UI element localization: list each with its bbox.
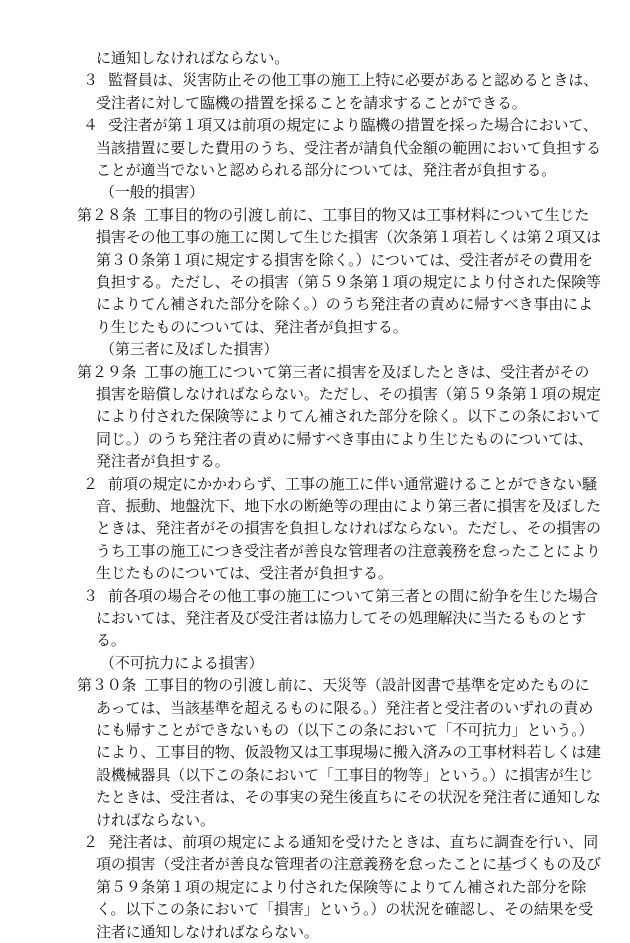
paragraph-text: 音、振動、地盤沈下、地下水の断絶等の理由により第三者に損害を及ぼした — [96, 497, 601, 515]
article-text: により付された保険等によりてん補された部分を除く。以下この条において — [96, 407, 601, 426]
paragraph-text: 発注者は、前項の規定による通知を受けたときは、直ちに調査を行い、同 — [108, 833, 599, 851]
article-line — [0, 674, 630, 696]
paragraph-line — [0, 159, 630, 181]
article-text: 負担する。ただし、その損害（第５９条第１項の規定により付された保険等 — [96, 273, 601, 291]
paragraph-line — [0, 585, 630, 607]
paragraph-line — [0, 47, 630, 69]
section-heading-text: （第三者に及ぼした損害） — [100, 340, 279, 359]
paragraph-text: 注者に通知しなければならない。 — [96, 922, 319, 941]
paragraph-number: ３ — [83, 586, 98, 605]
section-heading — [0, 652, 630, 674]
section-heading — [0, 338, 630, 360]
paragraph-line — [0, 92, 630, 114]
article-line — [0, 741, 630, 763]
paragraph-line — [0, 473, 630, 495]
article-line — [0, 786, 630, 808]
paragraph-line — [0, 898, 630, 920]
article-text: たときは、受注者は、その事実の発生後直ちにその状況を発注者に通知しな — [96, 788, 601, 807]
paragraph-line — [0, 517, 630, 539]
paragraph-text: く。以下この条において「損害」という。）の状況を確認し、その結果を受 — [96, 900, 594, 919]
continuation-text: に通知しなければならない。 — [96, 49, 290, 67]
article-line — [0, 383, 630, 405]
article-line — [0, 719, 630, 741]
article-text: 工事目的物の引渡し前に、天災等（設計図書で基準を定めたものに — [144, 676, 590, 695]
paragraph-text: 前項の規定にかかわらず、工事の施工に伴い通常避けることができない騒 — [108, 474, 597, 493]
article-text: 損害その他工事の施工に関して生じた損害（次条第１項若しくは第２項又は — [96, 228, 601, 247]
article-number: 第３０条 — [77, 676, 137, 695]
article-text: 工事目的物の引渡し前に、工事目的物又は工事材料について生じた — [144, 205, 590, 224]
article-line — [0, 204, 630, 226]
paragraph-line — [0, 69, 630, 91]
paragraph-text: 当該措置に要した費用のうち、受注者が請負代金額の範囲において負担する — [96, 138, 601, 157]
paragraph-text: においては、発注者及び受注者は協力してその処理解決に当たるものとす — [96, 609, 587, 627]
article-text: 損害を賠償しなければならない。ただし、その損害（第５９条第１項の規定 — [96, 385, 601, 403]
paragraph-text: 受注者が第１項又は前項の規定により臨機の措置を採った場合において、 — [108, 116, 598, 135]
paragraph-line — [0, 853, 630, 875]
paragraph-line — [0, 876, 630, 898]
paragraph-line — [0, 495, 630, 517]
paragraph-text: る。 — [96, 631, 126, 650]
paragraph-number: ３ — [83, 71, 98, 90]
paragraph-text: うち工事の施工につき受注者が善良な管理者の注意義務を怠ったことにより — [96, 541, 601, 560]
paragraph-number: ２ — [83, 474, 98, 493]
article-line — [0, 450, 630, 472]
article-text: によりてん補された部分を除く。）のうち発注者の責めに帰すべき事由によ — [96, 295, 593, 314]
paragraph-text: ときは、発注者がその損害を負担しなければならない。ただし、その損害の — [96, 519, 601, 538]
article-text: により、工事目的物、仮設物又は工事現場に搬入済みの工事材料若しくは建 — [96, 743, 601, 762]
paragraph-line — [0, 921, 630, 943]
article-line — [0, 697, 630, 719]
article-text: にも帰すことができないもの（以下この条において「不可抗力」という。） — [96, 721, 594, 739]
paragraph-text: 前各項の場合その他工事の施工について第三者との間に紛争を生じた場合 — [108, 586, 598, 605]
article-text: 設機械器具（以下この条において「工事目的物等」という。）に損害が生じ — [96, 765, 594, 784]
section-heading-text: （一般的損害） — [100, 183, 204, 202]
article-text: あっては、当該基準を超えるものに限る。）発注者と受注者のいずれの責め — [96, 698, 594, 717]
article-text: り生じたものについては、発注者が負担する。 — [96, 317, 408, 336]
article-number: 第２９条 — [77, 362, 137, 381]
paragraph-line — [0, 629, 630, 651]
article-text: 工事の施工について第三者に損害を及ぼしたときは、受注者がその — [144, 362, 590, 381]
article-line — [0, 764, 630, 786]
article-line — [0, 428, 630, 450]
article-text: 発注者が負担する。 — [96, 452, 230, 471]
article-text: 同じ。）のうち発注者の責めに帰すべき事由により生じたものについては、 — [96, 429, 593, 448]
article-line — [0, 226, 630, 248]
article-text: 第３０条第１項に規定する損害を除く。）については、受注者がその費用を — [96, 250, 593, 269]
paragraph-line — [0, 607, 630, 629]
paragraph-text: 監督員は、災害防止その他工事の施工上特に必要があると認めるときは、 — [108, 71, 599, 90]
paragraph-text: 第５９条第１項の規定により付された保険等によりてん補された部分を除 — [96, 877, 587, 896]
paragraph-line — [0, 540, 630, 562]
paragraph-line — [0, 562, 630, 584]
article-text: ければならない。 — [96, 810, 215, 829]
section-heading-text: （不可抗力による損害） — [100, 653, 264, 672]
article-line — [0, 809, 630, 831]
paragraph-line — [0, 831, 630, 853]
article-line — [0, 271, 630, 293]
section-heading — [0, 181, 630, 203]
article-line — [0, 249, 630, 271]
paragraph-number: ２ — [83, 833, 98, 851]
paragraph-line — [0, 114, 630, 136]
article-line — [0, 293, 630, 315]
article-line — [0, 316, 630, 338]
article-line — [0, 361, 630, 383]
paragraph-text: 受注者に対して臨機の措置を採ることを請求することができる。 — [96, 93, 527, 112]
paragraph-text: 生じたものについては、受注者が負担する。 — [96, 564, 393, 583]
paragraph-text: ことが適当でないと認められる部分については、発注者が負担する。 — [96, 161, 557, 179]
article-number: 第２８条 — [77, 205, 137, 224]
paragraph-text: 項の損害（受注者が善良な管理者の注意義務を怠ったことに基づくもの及び — [96, 855, 601, 874]
paragraph-number: ４ — [83, 116, 98, 135]
article-line — [0, 405, 630, 427]
paragraph-line — [0, 137, 630, 159]
